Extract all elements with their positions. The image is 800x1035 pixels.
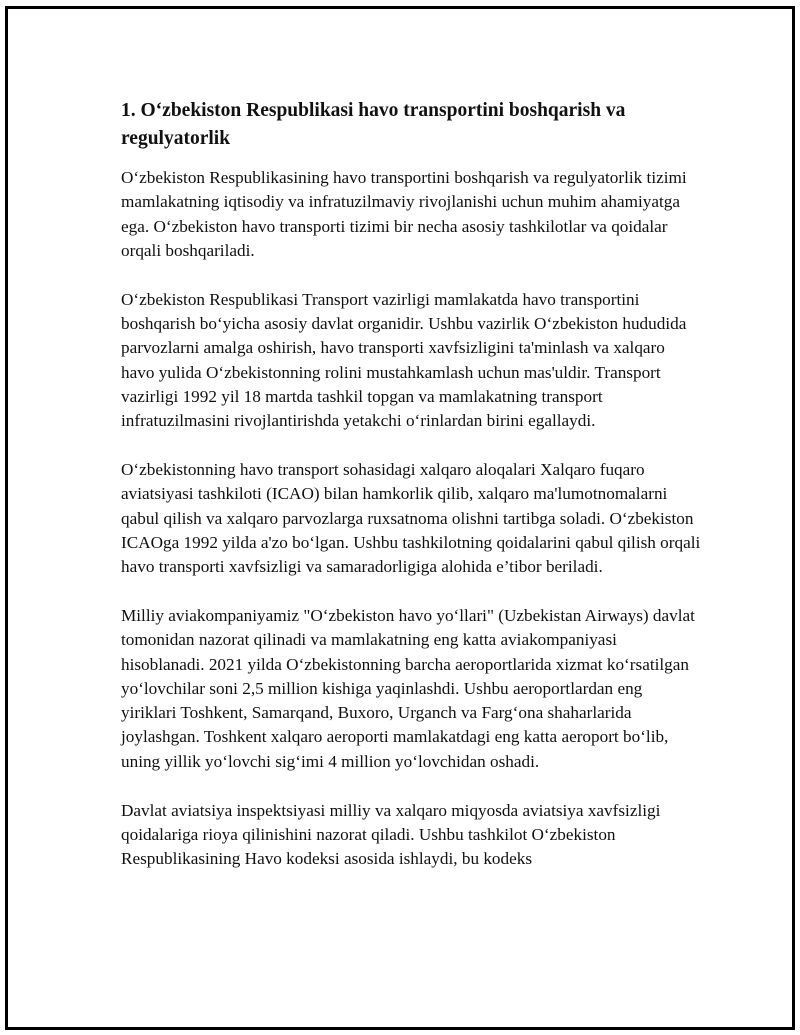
document-page bbox=[5, 6, 795, 1030]
paragraph-intro: O‘zbekiston Respublikasining havo transportini boshqarish va regulyatorlik tizimi mamlakatning iqtisodiy va infratuzilmaviy rivojlanishi uchun muhim ahamiyatga ega. O‘zbekiston havo transporti tizimi bir necha asosiy tashkilotlar va qoidalar orqali boshqariladi. bbox=[121, 168, 687, 260]
paragraph-icao: O‘zbekistonning havo transport sohasidagi xalqaro aloqalari Xalqaro fuqaro aviatsiyasi tashkiloti (ICAO) bilan hamkorlik qilib, xalqaro ma'lumotnomalarni qabul qilish va xalqaro parvozlarga ruxsatnoma olishni tartibga soladi. O‘zbekiston ICAOga 1992 yilda a'zo bo‘lgan. Ushbu tashkilotning qoidalarini qabul qilish orqali havo transporti xavfsizligi va samaradorligiga alohida e’tibor beriladi. bbox=[121, 459, 701, 577]
document-body bbox=[121, 97, 701, 896]
paragraph-transport-ministry: O‘zbekiston Respublikasi Transport vazirligi mamlakatda havo transportini boshqarish bo‘yicha asosiy davlat organidir. Ushbu vazirlik O‘zbekiston hududida parvozlarni amalga oshirish, havo transporti xavfsizligini ta'minlash va xalqaro havo yulida O‘zbekistonning rolini mustahkamlash uchun mas'uldir. Transport vazirligi 1992 yil 18 martda tashkil topgan va mamlakatning transport infratuzilmasini rivojlantirishda yetakchi o‘rinlardan birini egallaydi. bbox=[121, 289, 687, 431]
section-heading: 1. O‘zbekiston Respublikasi havo transportini boshqarish va regulyatorlik bbox=[121, 100, 626, 149]
paragraph-uzbekistan-airways: Milliy aviakompaniyamiz "O‘zbekiston havo yo‘llari" (Uzbekistan Airways) davlat tomonidan nazorat qilinadi va mamlakatning eng katta aviakompaniyasi hisoblanadi. 2021 yilda O‘zbekistonning barcha aeroportlarida xizmat ko‘rsatilgan yo‘lovchilar soni 2,5 million kishiga yaqinlashdi. Ushbu aeroportlardan eng yiriklari Toshkent, Samarqand, Buxoro, Urganch va Farg‘ona shaharlarida joylashgan. Toshkent xalqaro aeroporti mamlakatdagi eng katta aeroport bo‘lib, uning yillik yo‘lovchi sig‘imi 4 million yo‘lovchidan oshadi. bbox=[121, 605, 695, 771]
paragraph-aviation-inspection: Davlat aviatsiya inspektsiyasi milliy va xalqaro miqyosda aviatsiya xavfsizligi qoidalariga rioya qilinishini nazorat qiladi. Ushbu tashkilot O‘zbekiston Respublikasining Havo kodeksi asosida ishlaydi, bu kodeks bbox=[121, 800, 661, 869]
